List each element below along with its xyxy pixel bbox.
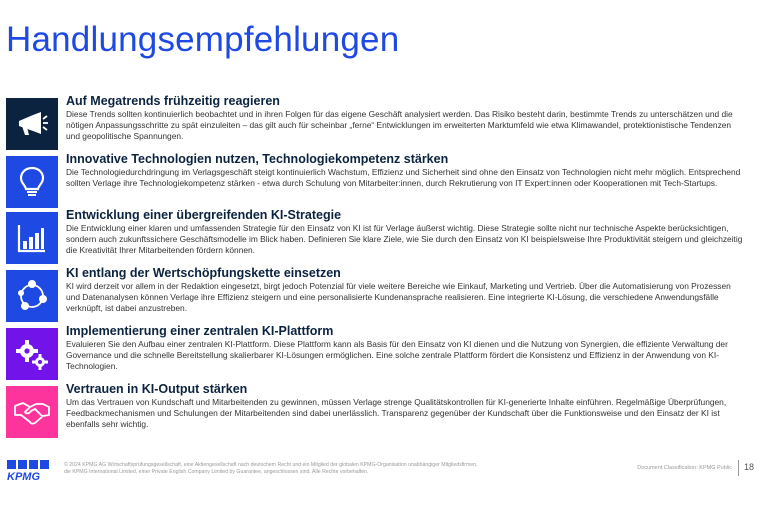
recommendation-megatrends <box>6 94 746 154</box>
recommendation-body: Evaluieren Sie den Aufbau einer zentralen KI-Plattform. Diese Plattform kann als Basis für den Einsatz von KI dienen und die Nutzung von Synergien, die effiziente Verwaltung der Governance und die schnelle Bereitstellung skalierbarer KI-Lösungen ermöglichen. Eine solche zentrale Plattform fördert die Konsistenz und Effizienz in der Anwendung von KI-Technologien. <box>66 339 728 371</box>
recommendation-body: Um das Vertrauen von Kundschaft und Mitarbeitenden zu gewinnen, müssen Verlage strenge Qualitätskontrollen für KI-generierte Inhalte einführen. Regelmäßige Überprüfungen, Feedbackmechanismen und Schulungen der Mitarbeitenden sind dabei unerlässlich. Transparenz gegenüber der Kundschaft über die Funktionsweise und den Einsatz der KI ist ebenfalls sehr wichtig. <box>66 397 727 429</box>
recommendation-title: Implementierung einer zentralen KI-Plattform <box>66 324 334 338</box>
recommendation-body: Diese Trends sollten kontinuierlich beobachtet und in ihren Folgen für das eigene Geschäft analysiert werden. Das Risiko besteht darin, bestimmte Trends zu unterschätzen und die nötigen Anpassungsschritte zu spät einzuleiten – das gilt auch für scheinbar „ferne“ Entwicklungen im erweiterten Marktumfeld wie etwa Klimawandel, protektionistische Tendenzen und geopolitische Spannungen. <box>66 109 733 141</box>
recommendation-body: Die Technologiedurchdringung im Verlagsgeschäft steigt kontinuierlich Wachstum, Effizienz und Sicherheit sind ohne den Einsatz von Technologien nicht mehr möglich. Entsprechend sollten Verlage ihre Technologiekompetenz stärken - etwa durch Schulung von Mitarbeiter:innen, durch Rekrutierung von IT Expert:innen oder Kooperationen mit Tech-Startups. <box>66 167 741 188</box>
recommendation-technology <box>6 152 746 212</box>
recommendation-title: Innovative Technologien nutzen, Technologiekompetenz stärken <box>66 152 449 166</box>
document-classification: Document Classification: KPMG Public <box>637 465 732 471</box>
page-title: Handlungsempfehlungen <box>6 20 400 59</box>
recommendation-ki-platform <box>6 324 746 384</box>
megaphone-icon <box>6 98 58 150</box>
lightbulb-icon <box>6 156 58 208</box>
footer-divider <box>738 460 739 476</box>
recommendation-title: Auf Megatrends frühzeitig reagieren <box>66 94 280 108</box>
recommendation-title: KI entlang der Wertschöpfungskette einsetzen <box>66 266 341 280</box>
legal-notice: © 2024 KPMG AG Wirtschaftsprüfungsgesellschaft, eine Aktiengesellschaft nach deutschem Recht und ein Mitglied der globalen KPMG-Organisation unabhängiger Mitgliedsfirmen, die KPMG International Limited, einer Private English Company Limited by Guarantee, angeschlossen sind. Alle Rechte vorbehalten. <box>64 462 478 475</box>
recommendation-ki-strategy <box>6 208 746 268</box>
page-number: 18 <box>744 462 755 472</box>
recommendation-value-chain <box>6 266 746 326</box>
recommendation-body: Die Entwicklung einer klaren und umfassenden Strategie für den Einsatz von KI ist für Verlage äußerst wichtig. Diese Strategie sollte nicht nur technische Aspekte berücksichtigen, sondern auch zukunftssichere Geschäftsmodelle im Blick haben. Definieren Sie klare Ziele, wie Sie durch den Einsatz von KI beispielsweise Ihre Produktivität steigern und gleichzeitig die Kreativität Ihrer Mitarbeitenden fördern können. <box>66 223 743 255</box>
handshake-icon <box>6 386 58 438</box>
value-chain-cycle-icon <box>6 270 58 322</box>
recommendation-title: Entwicklung einer übergreifenden KI-Strategie <box>66 208 342 222</box>
recommendation-title: Vertrauen in KI-Output stärken <box>66 382 248 396</box>
bar-chart-icon <box>6 212 58 264</box>
recommendation-trust <box>6 382 746 442</box>
kpmg-logo <box>6 460 52 482</box>
gears-icon <box>6 328 58 380</box>
recommendation-body: KI wird derzeit vor allem in der Redaktion eingesetzt, birgt jedoch Potenzial für viele weitere Bereiche wie Einkauf, Marketing und Vertrieb. Über die Automatisierung von Prozessen und Datenanalysen können Verlage ihre Effizienz steigern und eine personalisierte Kundenansprache realisieren. Eine integrierte KI-Lösung, die verschiedene Anwendungsfälle verknüpft, ist dabei anzustreben. <box>66 281 731 313</box>
footer <box>0 452 760 507</box>
kpmg-logo-text: KPMG <box>7 471 40 482</box>
